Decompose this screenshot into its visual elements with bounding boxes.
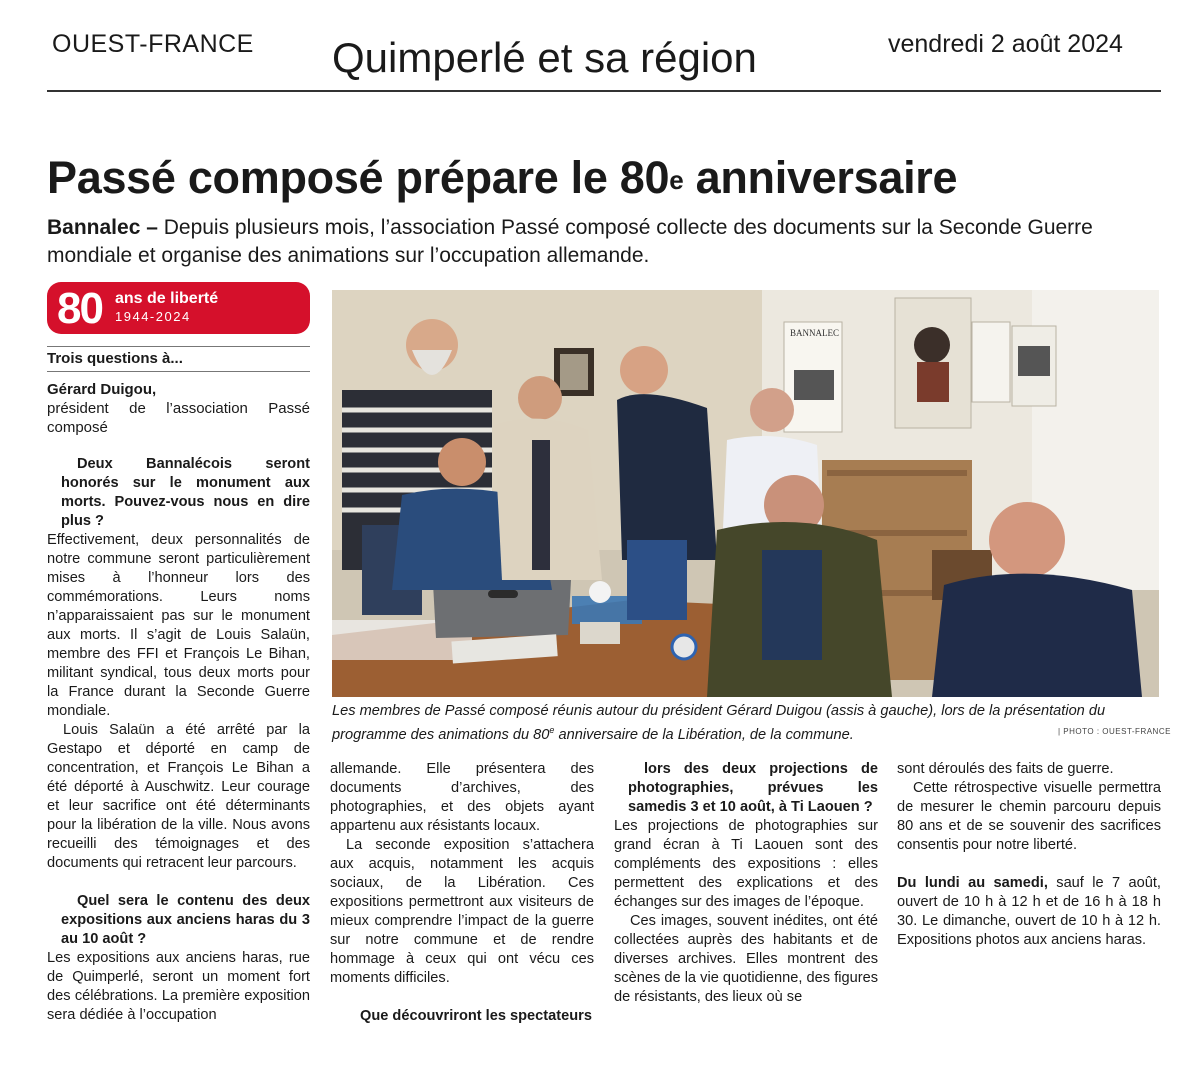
dateline: Bannalec – — [47, 216, 158, 239]
article-column-4 — [897, 760, 1161, 950]
answer-3-paragraph-3: Cette rétrospective visuelle permettra de mesurer le chemin parcouru depuis 80 ans et de se souvenir des sacrifices consentis pour notre liberté. — [897, 780, 1161, 853]
article-column-2 — [330, 760, 594, 1026]
article-lead — [47, 214, 1157, 270]
anniversary-badge — [47, 282, 310, 334]
group-photo — [332, 290, 1159, 697]
article-column-3 — [614, 760, 878, 1007]
headline-main: Passé composé prépare le 80 — [47, 152, 670, 203]
badge-number: 80 — [57, 284, 102, 333]
interviewee-role: président de l’association Passé composé — [47, 400, 310, 436]
headline-end: anniversaire — [683, 152, 958, 203]
practical-text: sauf le 7 août, ouvert de 10 h à 12 h et de 16 h à 18 h 30. Le dimanche, ouvert de 10 h à 12 h. Expositions photos aux anciens haras. — [897, 875, 1161, 948]
answer-1-paragraph-2: Louis Salaün a été arrêté par la Gestapo et déporté en camp de concentration, et François Le Bihan a été déporté à Auschwitz. Leur courage et leur sacrifice ont été déterminants pour la libération de la ville. Nous avons recueilli des témoignages et des documents qui retracent leur parcours. — [47, 722, 310, 871]
divider — [47, 346, 310, 347]
lead-text: Depuis plusieurs mois, l’association Passé composé collecte des documents sur la Seconde Guerre mondiale et organise des animations sur l’occupation allemande. — [47, 216, 1093, 267]
caption-superscript: e — [549, 725, 555, 735]
question-1: Deux Bannalécois seront honorés sur le monument aux morts. Pouvez-vous nous en dire plus ? — [61, 456, 310, 529]
badge-line1: ans de liberté — [115, 290, 219, 307]
answer-3-paragraph-2a: Ces images, souvent inédites, ont été collectées auprès des habitants et de diverses archives. Elles montrent des scènes de la vie quotidienne, des figures de résistants, des lieux où se — [614, 913, 878, 1005]
publication-date: vendredi 2 août 2024 — [888, 30, 1123, 58]
answer-3-paragraph-1: Les projections de photographies sur grand écran à Ti Laouen sont des compléments des expositions : elles permettent des explications et des échanges sur des images de l’époque. — [614, 818, 878, 910]
badge-line2: 1944-2024 — [115, 309, 191, 324]
article-column-1 — [47, 455, 310, 1025]
practical-info — [897, 874, 1161, 950]
headline — [47, 152, 957, 204]
interview-intro: Trois questions à... — [47, 350, 183, 367]
photo-credit: | PHOTO : OUEST-FRANCE — [1058, 727, 1171, 736]
question-3-part-b: lors des deux projections de photographies, prévues les samedis 3 et 10 août, à Ti Laouen ? — [628, 761, 878, 815]
answer-2-paragraph-1b: allemande. Elle présentera des documents d’archives, des photographies, et des objets ayant appartenu aux résistants locaux. — [330, 761, 594, 834]
question-3-part-a: Que découvriront les spectateurs — [360, 1008, 592, 1024]
answer-2-paragraph-2: La seconde exposition s’attachera aux acquis, notamment les acquis sociaux, de la Libération. Ces expositions permettront aux visiteurs de mieux comprendre l’impact de la guerre sur notre commune et de rendre hommage à ceux qui ont vécu ces moments difficiles. — [330, 837, 594, 986]
caption-text-a: Les membres de Passé composé réunis autour du président Gérard Duigou (assis à gauche), lors de la présentation du programme des animations du 80 — [332, 703, 1106, 743]
caption-text-b: anniversaire de la Libération, de la commune. — [554, 726, 854, 743]
newspaper-name: OUEST-FRANCE — [52, 30, 254, 58]
interviewee-name: Gérard Duigou, — [47, 381, 157, 398]
answer-3-paragraph-2b: sont déroulés des faits de guerre. — [897, 761, 1114, 777]
header-rule — [47, 90, 1161, 92]
photo-caption — [332, 702, 1152, 745]
section-title: Quimperlé et sa région — [332, 34, 757, 81]
answer-2-paragraph-1a: Les expositions aux anciens haras, rue de Quimperlé, seront un moment fort des célébrations. La première exposition sera dédiée à l’occupation — [47, 950, 310, 1023]
question-2: Quel sera le contenu des deux expositions aux anciens haras du 3 au 10 août ? — [61, 893, 310, 947]
poster-text: BANNALEC — [790, 328, 839, 338]
answer-1-paragraph-1: Effectivement, deux personnalités de notre commune seront particulièrement mises à l’honneur lors des commémorations. Leurs noms n’apparaissaient pas sur le monument aux morts. Il s’agit de Louis Salaün, membre des FFI et François Le Bihan, militant syndical, tous deux morts pour la France durant la Seconde Guerre mondiale. — [47, 532, 310, 719]
practical-lead: Du lundi au samedi, — [897, 875, 1048, 891]
headline-superscript: e — [669, 165, 684, 195]
divider — [47, 371, 310, 372]
